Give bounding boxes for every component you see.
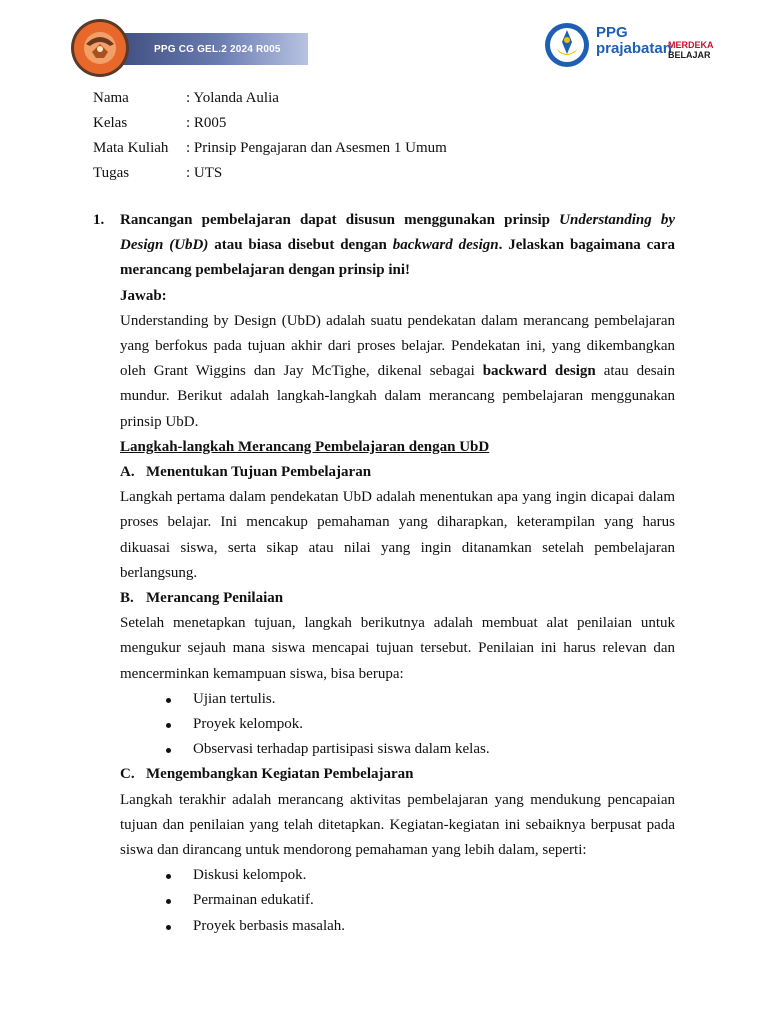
section-c-list: [120, 863, 675, 939]
list-item-text: Proyek kelompok.: [193, 716, 303, 733]
section-a-text: Langkah pertama dalam pendekatan UbD adalah menentukan apa yang ingin dicapai dalam proses belajar. Ini mencakup pemahaman yang diharapkan, keterampilan yang harus dikuasai siswa, serta sikap atau nilai yang ingin ditanamkan setelah pembelajaran berlangsung.: [120, 489, 675, 581]
question-text: [120, 208, 675, 284]
question-text-part: atau biasa disebut dengan: [208, 237, 393, 254]
intro-text: atau desain mundur. Berikut adalah langkah-langkah dalam merancang pembelajaran menggunakan prinsip UbD.: [120, 363, 675, 430]
ppg-prajabatan-logo: [544, 20, 714, 70]
section-title: Mengembangkan Kegiatan Pembelajaran: [146, 766, 414, 783]
list-item-text: Ujian tertulis.: [193, 690, 276, 707]
bullet-icon: [166, 925, 171, 930]
bullet-icon: [166, 899, 171, 904]
info-value: : Yolanda Aulia: [186, 90, 279, 106]
section-c-heading: [120, 762, 675, 787]
bullet-icon: [166, 723, 171, 728]
info-key: Nama: [93, 90, 129, 106]
bullet-icon: [166, 698, 171, 703]
question-italic-term: Understanding by Design (UbD): [120, 212, 676, 254]
answer-label: Jawab:: [120, 287, 167, 304]
section-b-heading: [120, 586, 675, 611]
bullet-icon: [166, 874, 171, 879]
info-value: : R005: [186, 115, 227, 131]
section-title: Merancang Penilaian: [146, 590, 284, 607]
info-value: : UTS: [186, 165, 223, 181]
question-body: [120, 208, 675, 939]
question-item: [93, 208, 675, 939]
section-c-text: Langkah terakhir adalah merancang aktivitas pembelajaran yang mendukung pencapaian tujuan dan penilaian yang telah ditetapkan. Kegiatan-kegiatan ini sebaiknya berpusat pada siswa dan dirancang untuk mendorong pemahaman yang lebih dalam, seperti:: [120, 791, 675, 859]
list-item: [120, 888, 675, 913]
list-item-text: Observasi terhadap partisipasi siswa dalam kelas.: [193, 741, 490, 758]
list-item: [120, 863, 675, 888]
list-item: [120, 687, 675, 712]
question-text-part: Rancangan pembelajaran dapat disusun menggunakan prinsip: [120, 212, 560, 228]
prajabatan-label: prajabatan: [596, 40, 672, 57]
question-italic-term: backward design: [392, 237, 499, 254]
list-item: [120, 737, 675, 762]
intro-bold-term: backward design: [482, 363, 596, 380]
merdeka-label: MERDEKA: [668, 40, 714, 50]
list-item-text: Diskusi kelompok.: [193, 867, 307, 884]
info-value: : Prinsip Pengajaran dan Asesmen 1 Umum: [186, 140, 447, 156]
page-header: [0, 0, 768, 80]
intro-text: Understanding by Design (UbD) adalah suatu pendekatan dalam merancang pembelajaran yang berfokus pada tujuan akhir dari proses belajar. Pendekatan ini, yang dikembangkan oleh Grant Wiggins dan Jay McTighe, dikenal sebagai: [120, 312, 675, 380]
info-row-nama: [93, 86, 593, 111]
section-a-heading: [120, 460, 675, 485]
list-item-text: Proyek berbasis masalah.: [193, 917, 346, 934]
section-b-list: [120, 687, 675, 763]
steps-heading: Langkah-langkah Merancang Pembelajaran dengan UbD: [120, 438, 490, 455]
section-letter: C.: [120, 766, 135, 783]
info-key: Tugas: [93, 165, 130, 181]
list-item: [120, 914, 675, 939]
info-row-tugas: [93, 161, 593, 186]
section-b-text: Setelah menetapkan tujuan, langkah berikutnya adalah membuat alat penilaian untuk mengukur sejauh mana siswa mencapai tujuan tersebut. Penilaian ini harus relevan dan mencerminkan kemampuan siswa, bisa berupa:: [120, 615, 675, 682]
class-badge: [108, 33, 308, 65]
merdeka-belajar-logo: [668, 40, 714, 60]
list-item: [120, 712, 675, 737]
question-number: 1.: [93, 212, 105, 228]
section-title: Menentukan Tujuan Pembelajaran: [146, 464, 372, 481]
tut-wuri-handayani-icon: [544, 22, 590, 68]
section-letter: A.: [120, 464, 135, 481]
ppg-label: PPG: [596, 24, 628, 41]
info-key: Kelas: [93, 115, 128, 131]
info-key: Mata Kuliah: [93, 140, 169, 156]
bullet-icon: [166, 748, 171, 753]
section-letter: B.: [120, 590, 134, 607]
document-body: [93, 208, 675, 939]
info-row-kelas: [93, 111, 593, 136]
list-item-text: Permainan edukatif.: [193, 892, 314, 909]
university-seal-icon: [70, 18, 130, 78]
answer-intro: [120, 309, 675, 435]
question-text-part: . Jelaskan bagaimana cara merancang pembelajaran dengan prinsip ini!: [120, 237, 675, 279]
badge-text: PPG CG GEL.2 2024 R005: [154, 43, 281, 55]
belajar-label: BELAJAR: [668, 50, 711, 60]
student-info: [93, 86, 593, 186]
info-row-mata-kuliah: [93, 136, 593, 161]
